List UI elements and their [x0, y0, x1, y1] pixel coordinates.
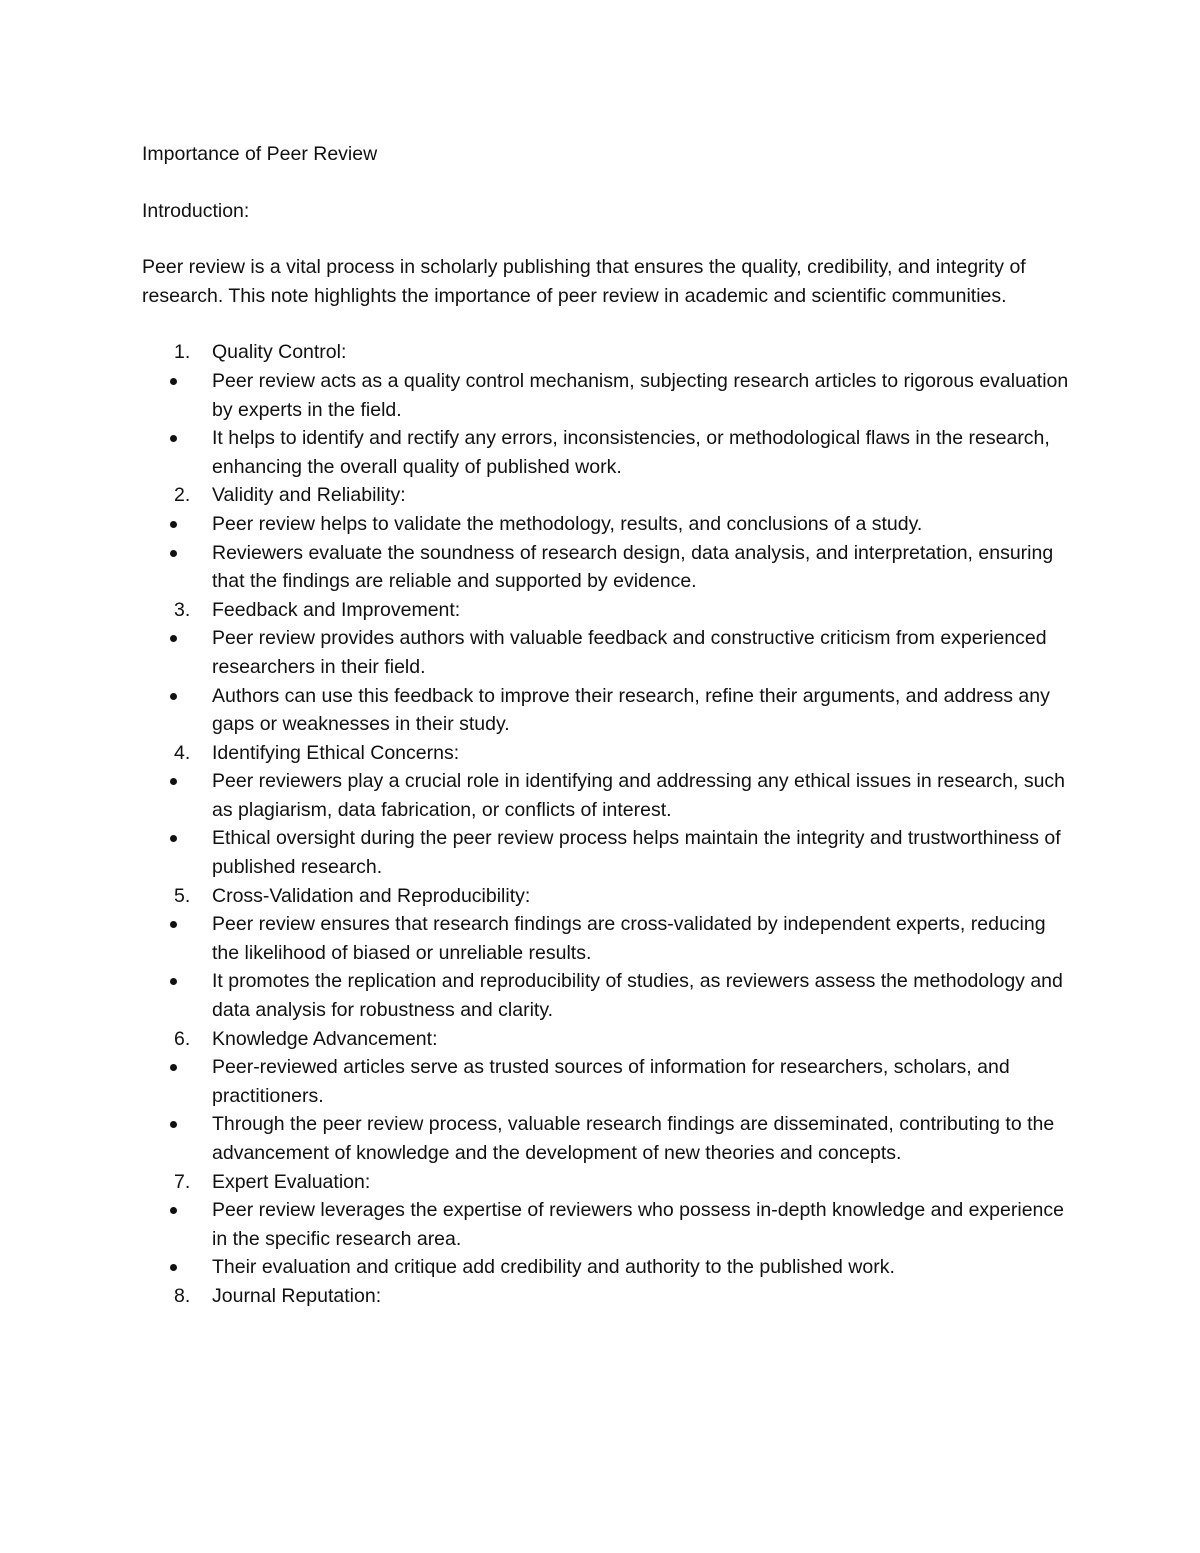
bullet-item	[142, 1110, 1072, 1167]
bullet-text: It promotes the replication and reproducibility of studies, as reviewers assess the methodology and data analysis for robustness and clarity.	[212, 970, 1063, 1022]
bullet-dot-icon	[170, 1121, 177, 1128]
section-heading: Validity and Reliability:	[212, 484, 406, 507]
intro-heading: Introduction:	[142, 199, 250, 222]
bullet-item	[142, 824, 1072, 881]
bullet-text: Peer review leverages the expertise of reviewers who possess in-depth knowledge and experience in the specific research area.	[212, 1199, 1064, 1250]
bullet-item	[142, 1253, 1072, 1282]
item-number: 7.	[174, 1170, 191, 1193]
bullet-dot-icon	[170, 1264, 177, 1271]
bullet-dot-icon	[170, 635, 177, 642]
bullet-dot-icon	[170, 378, 177, 385]
bullet-dot-icon	[170, 778, 177, 785]
item-number: 6.	[174, 1027, 191, 1050]
bullet-text: Peer-reviewed articles serve as trusted sources of information for researchers, scholars, and practitioners.	[212, 1056, 1010, 1107]
bullet-item	[142, 510, 1072, 539]
bullet-text: Their evaluation and critique add credibility and authority to the published work.	[212, 1256, 895, 1279]
numbered-item	[142, 739, 1072, 768]
bullet-item	[142, 767, 1072, 824]
bullet-text: Peer review acts as a quality control mechanism, subjecting research articles to rigorous evaluation by experts in the field.	[212, 369, 1069, 421]
numbered-item	[142, 1282, 1072, 1311]
bullet-item	[142, 624, 1072, 681]
numbered-item	[142, 481, 1072, 510]
bullet-dot-icon	[170, 550, 177, 557]
item-number: 4.	[174, 741, 191, 764]
bullet-item	[142, 1053, 1072, 1110]
numbered-item	[142, 596, 1072, 625]
bullet-text: Peer review provides authors with valuable feedback and constructive criticism from experienced researchers in their field.	[212, 627, 1047, 678]
bullet-item	[142, 682, 1072, 739]
section-heading: Knowledge Advancement:	[212, 1027, 438, 1050]
section-heading: Expert Evaluation:	[212, 1170, 371, 1193]
numbered-item	[142, 882, 1072, 911]
bullet-text: Peer reviewers play a crucial role in identifying and addressing any ethical issues in research, such as plagiarism, data fabrication, or conflicts of interest.	[212, 770, 1066, 821]
section-heading: Identifying Ethical Concerns:	[212, 741, 460, 764]
bullet-text: Peer review ensures that research findings are cross-validated by independent experts, reducing the likelihood of biased or unreliable results.	[212, 913, 1046, 964]
bullet-dot-icon	[170, 1207, 177, 1214]
document-title: Importance of Peer Review	[142, 143, 378, 165]
bullet-dot-icon	[170, 693, 177, 700]
item-number: 5.	[174, 884, 191, 907]
intro-paragraph: Peer review is a vital process in scholarly publishing that ensures the quality, credibility, and integrity of research. This note highlights the importance of peer review in academic and scientific communities.	[142, 256, 1026, 307]
numbered-item	[142, 338, 1072, 367]
bullet-item	[142, 967, 1072, 1024]
item-number: 1.	[174, 341, 191, 364]
document-page	[142, 140, 1072, 1311]
bullet-dot-icon	[170, 978, 177, 985]
section-heading: Quality Control:	[212, 341, 347, 364]
section-list	[142, 338, 1072, 1310]
section-heading: Journal Reputation:	[212, 1284, 382, 1307]
bullet-item	[142, 367, 1072, 424]
numbered-item	[142, 1025, 1072, 1054]
bullet-text: Ethical oversight during the peer review process helps maintain the integrity and trustworthiness of published research.	[212, 827, 1061, 879]
bullet-text: Through the peer review process, valuable research findings are disseminated, contributing to the advancement of knowledge and the development of new theories and concepts.	[212, 1113, 1055, 1164]
bullet-dot-icon	[170, 835, 177, 842]
bullet-dot-icon	[170, 921, 177, 928]
bullet-text: Peer review helps to validate the methodology, results, and conclusions of a study.	[212, 512, 923, 535]
bullet-item	[142, 424, 1072, 481]
bullet-text: It helps to identify and rectify any errors, inconsistencies, or methodological flaws in the research, enhancing the overall quality of published work.	[212, 427, 1050, 478]
bullet-item	[142, 1196, 1072, 1253]
bullet-item	[142, 910, 1072, 967]
bullet-dot-icon	[170, 435, 177, 442]
numbered-item	[142, 1168, 1072, 1197]
bullet-dot-icon	[170, 1064, 177, 1071]
section-heading: Feedback and Improvement:	[212, 598, 461, 621]
item-number: 2.	[174, 484, 191, 507]
item-number: 8.	[174, 1284, 191, 1307]
bullet-text: Authors can use this feedback to improve their research, refine their arguments, and address any gaps or weaknesses in their study.	[212, 684, 1050, 736]
bullet-dot-icon	[170, 521, 177, 528]
section-heading: Cross-Validation and Reproducibility:	[212, 884, 531, 907]
bullet-item	[142, 539, 1072, 596]
bullet-text: Reviewers evaluate the soundness of research design, data analysis, and interpretation, ensuring that the findings are reliable and supported by evidence.	[212, 541, 1054, 593]
item-number: 3.	[174, 598, 191, 621]
